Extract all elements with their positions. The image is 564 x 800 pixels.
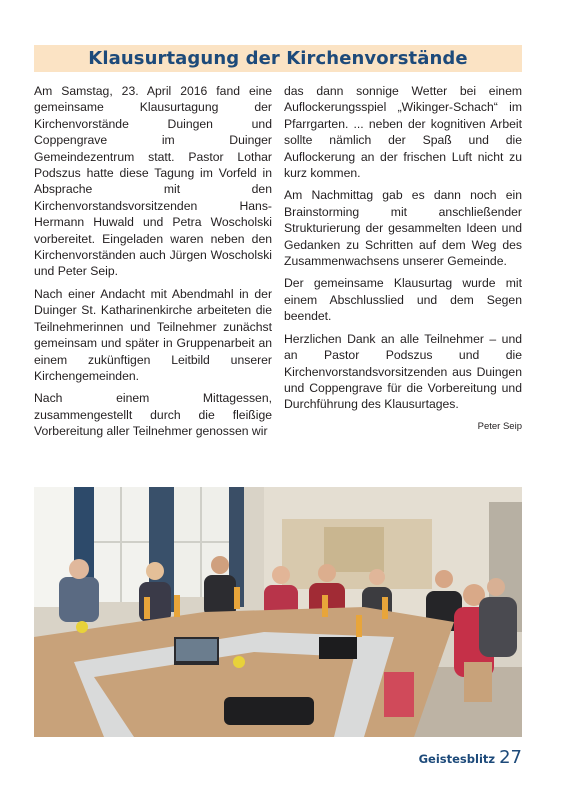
title-banner <box>34 45 522 72</box>
meeting-photo <box>34 487 522 737</box>
paragraph: Am Nachmittag gab es dann noch ein Brainstorming mit anschließender Strukturierung der gesammelten Ideen und Gedanken zu Schritten auf dem Weg des Zusammenwachsens unserer Gemeinde. <box>284 188 522 269</box>
article-title: Klausurtagung der Kirchenvorstände <box>88 48 468 69</box>
paragraph: Nach einer Andacht mit Abendmahl in der Duinger St. Katharinenkirche arbeiteten die Teilnehmerinnen und Teilnehmer zunächst gemeinsam und später in Gruppenarbeit an einem zukünftigen Leitbild unserer Kirchengemeinden. <box>34 286 272 383</box>
article-author: Peter Seip <box>477 420 522 432</box>
flowers <box>233 656 245 668</box>
paragraph: Am Samstag, 23. April 2016 fand eine gemeinsame Klausurtagung der Kirchenvorstände Duingen und Coppengrave im Duinger Gemeindezentrum statt. Pastor Lothar Podszus hatte diese Tagung im Vorfeld in Absprache mit den Kirchenvorstandsvorsitzenden Hans-Hermann Huwald und Petra Woscholski vorbereitet. Eingeladen waren neben den Kirchenvorständen auch Jürgen Woscholski und Peter Seip. <box>34 84 272 279</box>
text-column-left <box>34 83 272 446</box>
page-number: 27 <box>499 747 522 768</box>
publication-name: Geistesblitz <box>418 752 496 766</box>
text-column-right <box>284 83 522 435</box>
paragraph: Der gemeinsame Klausurtag wurde mit einem Abschlusslied und dem Segen beendet. <box>284 276 522 324</box>
bag <box>224 697 314 725</box>
paragraph: das dann sonnige Wetter bei einem Auflockerungsspiel „Wikinger-Schach“ im Pfarrgarten. ... neben der kognitiven Arbeit sollte nämlich der Spaß und die Auflockerung an der frischen Luft nicht zu kurz kommen. <box>284 84 522 181</box>
page-footer <box>419 747 522 769</box>
paragraph: Nach einem Mittagessen, zusammengestellt durch die fleißige Vorbereitung aller Teilnehmer genossen wir <box>34 391 272 439</box>
paragraph: Herzlichen Dank an alle Teilnehmer – und an Pastor Podszus und die Kirchenvorstandsvorsitzenden aus Duingen und Coppengrave für die Vorbereitung und Durchführung des Klausurtages. <box>284 331 522 412</box>
